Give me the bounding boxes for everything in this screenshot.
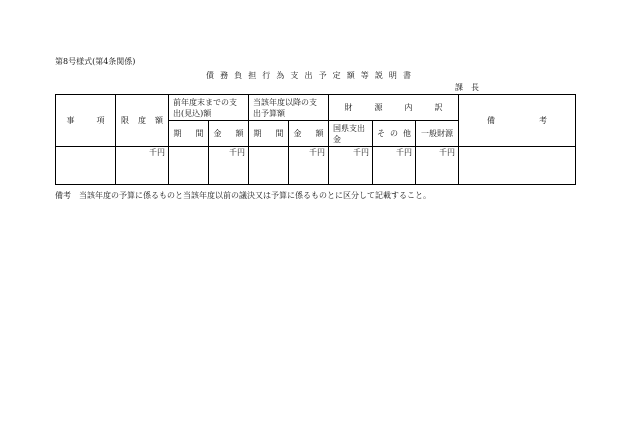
header-limit-amount xyxy=(116,95,168,146)
subheader-general-label: 一般財源 xyxy=(421,128,453,138)
budget-explanation-table xyxy=(55,94,576,185)
header-remarks xyxy=(459,95,575,146)
data-cell-prior-period xyxy=(169,147,208,184)
unit-label: 千円 xyxy=(439,148,455,157)
subheader-other-label: そ の 他 xyxy=(377,128,411,138)
data-cell-limit-amount xyxy=(116,147,168,184)
approver-label: 課 長 xyxy=(455,83,479,92)
data-cell-other xyxy=(373,147,415,184)
header-item-label: 事 項 xyxy=(66,115,105,125)
subheader-general xyxy=(416,121,458,146)
subheader-current-period xyxy=(249,121,288,146)
data-cell-remarks xyxy=(459,147,575,184)
subheader-prior-period-label: 期 間 xyxy=(173,128,204,138)
subheader-prior-amount xyxy=(209,121,248,146)
subheader-current-period-label: 期 間 xyxy=(253,128,284,138)
data-cell-item xyxy=(56,147,115,184)
unit-label: 千円 xyxy=(149,148,165,157)
subheader-prior-period xyxy=(169,121,208,146)
subheader-current-amount xyxy=(289,121,328,146)
unit-label: 千円 xyxy=(353,148,369,157)
header-item xyxy=(56,95,115,146)
header-prior-expenditure xyxy=(169,95,248,120)
unit-label: 千円 xyxy=(229,148,245,157)
data-cell-prior-amount xyxy=(209,147,248,184)
subheader-other xyxy=(373,121,415,146)
data-cell-current-amount xyxy=(289,147,328,184)
footnote: 備考 当該年度の予算に係るものと当該年度以前の議決又は予算に係るものとに区分して記載すること。 xyxy=(55,191,431,200)
data-cell-national-prefectural xyxy=(329,147,372,184)
header-prior-expenditure-label: 前年度末までの支出(見込)額 xyxy=(173,97,237,118)
data-cell-current-period xyxy=(249,147,288,184)
data-cell-general xyxy=(416,147,458,184)
form-number: 第8号様式(第4条関係) xyxy=(55,57,136,66)
header-limit-amount-label: 限 度 額 xyxy=(121,115,163,125)
header-funding-breakdown-label: 財 源 内 訳 xyxy=(344,102,443,112)
unit-label: 千円 xyxy=(309,148,325,157)
header-current-budget-label: 当該年度以降の支出予算額 xyxy=(253,97,317,118)
header-remarks-label: 備 考 xyxy=(487,115,547,125)
header-current-budget xyxy=(249,95,328,120)
document-title: 債 務 負 担 行 為 支 出 予 定 額 等 説 明 書 xyxy=(206,71,411,80)
subheader-prior-amount-label: 金 額 xyxy=(213,128,244,138)
unit-label: 千円 xyxy=(396,148,412,157)
subheader-national-prefectural xyxy=(329,121,372,146)
subheader-national-prefectural-label: 国県支出金 xyxy=(333,123,365,144)
subheader-current-amount-label: 金 額 xyxy=(293,128,324,138)
header-funding-breakdown xyxy=(329,95,458,120)
